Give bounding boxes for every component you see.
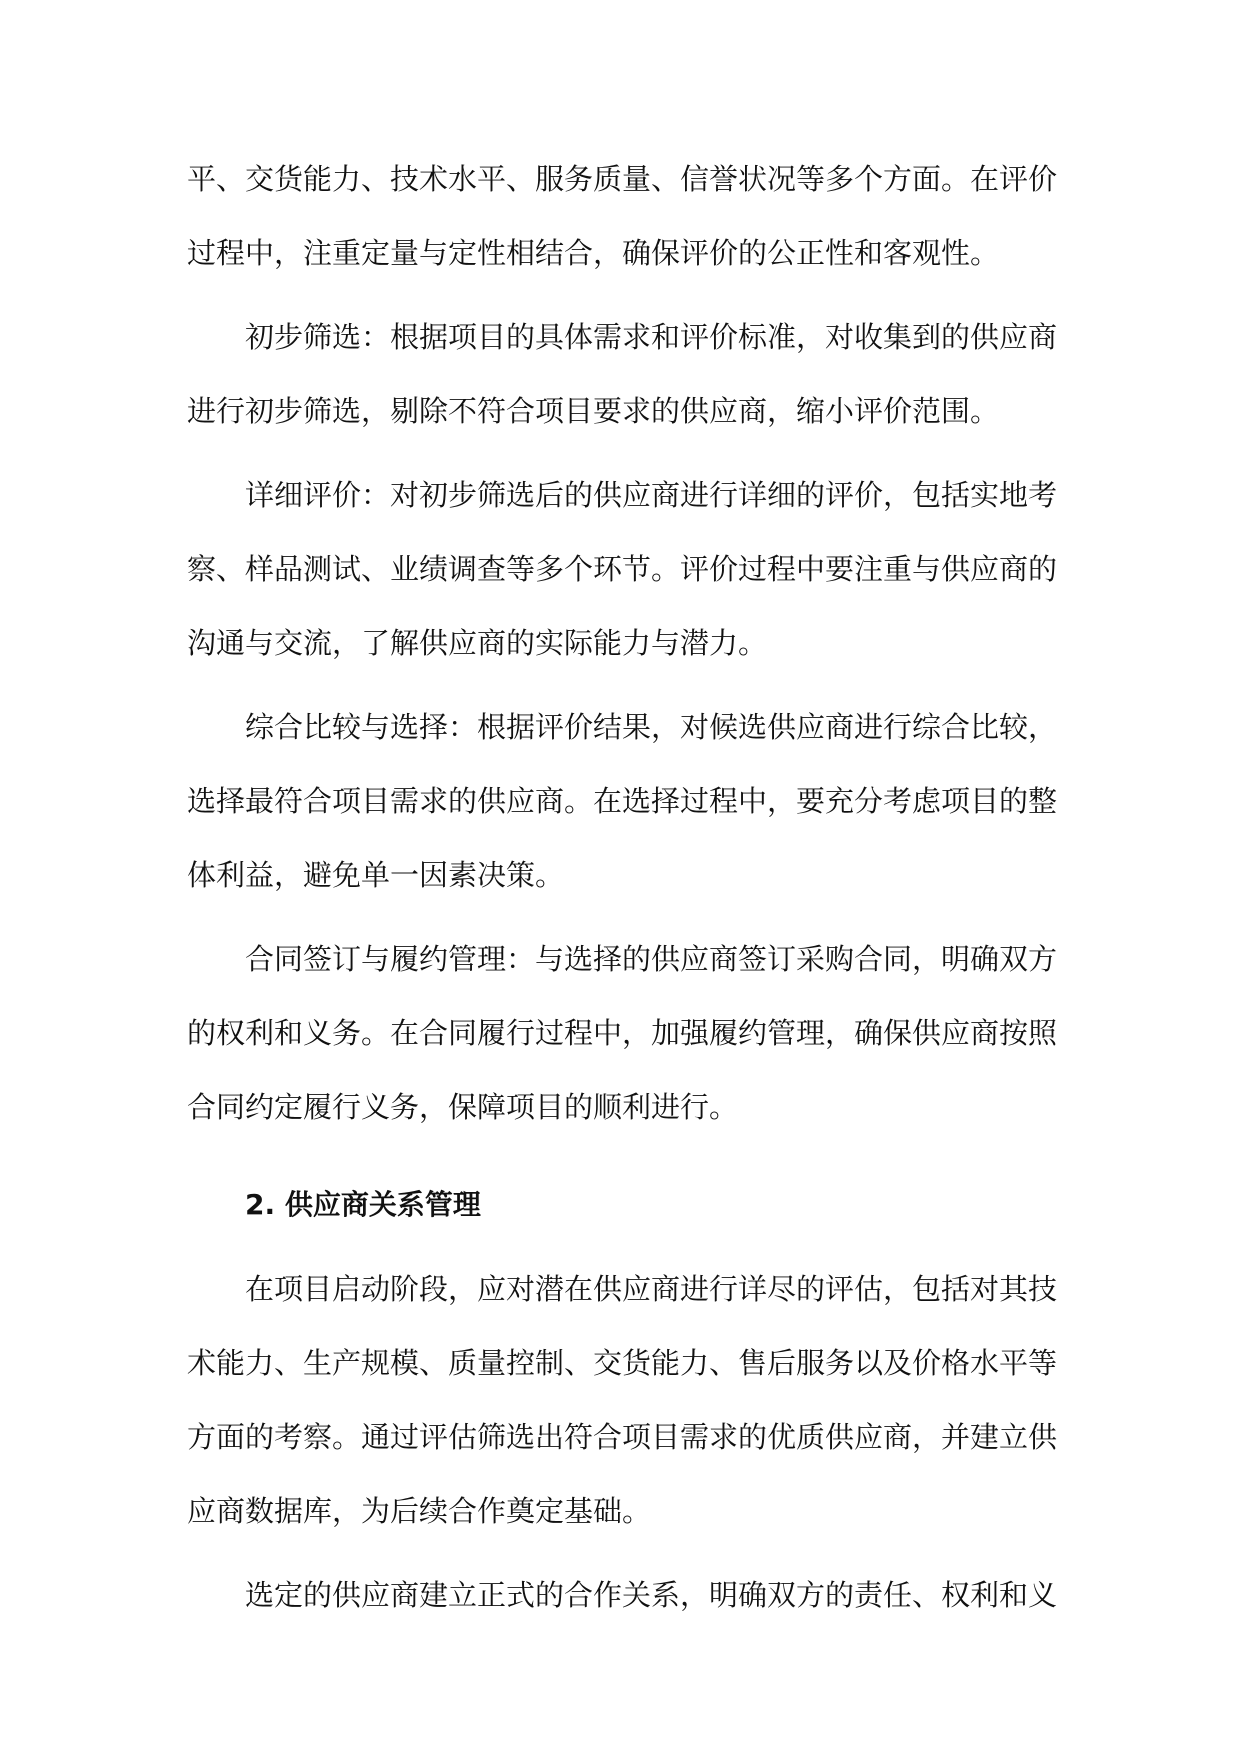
text-line: 综合比较与选择：根据评价结果，对候选供应商进行综合比较， — [245, 710, 1058, 744]
paragraph-evaluation-criteria — [187, 142, 1058, 290]
text-line: 平、交货能力、技术水平、服务质量、信誉状况等多个方面。在评价 — [187, 162, 1058, 196]
text-line: 应商数据库，为后续合作奠定基础。 — [187, 1494, 652, 1528]
paragraph-detailed-evaluation — [187, 458, 1058, 680]
paragraph-comparison-selection — [187, 690, 1058, 912]
paragraph-contract-management — [187, 922, 1058, 1144]
text-line: 沟通与交流，了解供应商的实际能力与潜力。 — [187, 626, 768, 660]
text-line: 初步筛选：根据项目的具体需求和评价标准，对收集到的供应商 — [245, 320, 1058, 354]
text-line: 体利益，避免单一因素决策。 — [187, 858, 565, 892]
text-line: 进行初步筛选，剔除不符合项目要求的供应商，缩小评价范围。 — [187, 394, 1000, 428]
text-line: 详细评价：对初步筛选后的供应商进行详细的评价，包括实地考 — [245, 478, 1058, 512]
paragraph-partnership — [187, 1558, 1058, 1632]
text-line: 察、样品测试、业绩调查等多个环节。评价过程中要注重与供应商的 — [187, 552, 1058, 586]
text-line: 选定的供应商建立正式的合作关系，明确双方的责任、权利和义 — [245, 1578, 1058, 1612]
text-line: 在项目启动阶段，应对潜在供应商进行详尽的评估，包括对其技 — [245, 1272, 1058, 1306]
paragraph-preliminary-screening — [187, 300, 1058, 448]
text-line: 合同签订与履约管理：与选择的供应商签订采购合同，明确双方 — [245, 942, 1058, 976]
paragraph-supplier-assessment — [187, 1252, 1058, 1548]
text-line: 合同约定履行义务，保障项目的顺利进行。 — [187, 1090, 739, 1124]
text-line: 选择最符合项目需求的供应商。在选择过程中，要充分考虑项目的整 — [187, 784, 1058, 818]
document-body — [187, 142, 1058, 1632]
text-line: 过程中，注重定量与定性相结合，确保评价的公正性和客观性。 — [187, 236, 1000, 270]
text-line: 方面的考察。通过评估筛选出符合项目需求的优质供应商，并建立供 — [187, 1420, 1058, 1454]
text-line: 术能力、生产规模、质量控制、交货能力、售后服务以及价格水平等 — [187, 1346, 1058, 1380]
text-line: 的权利和义务。在合同履行过程中，加强履约管理，确保供应商按照 — [187, 1016, 1058, 1050]
section-heading: 2. 供应商关系管理 — [245, 1188, 481, 1221]
